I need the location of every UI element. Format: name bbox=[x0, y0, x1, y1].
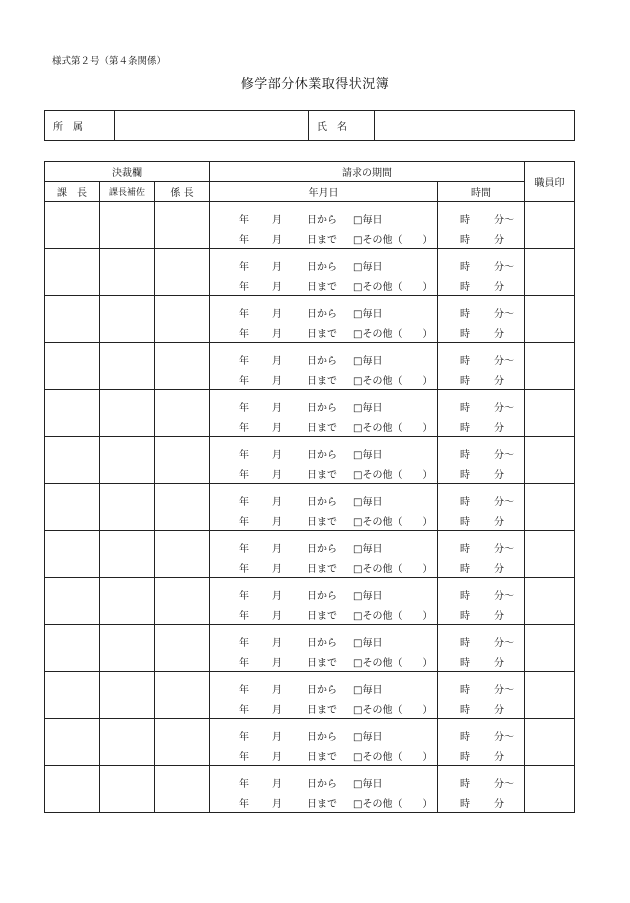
date-cell[interactable] bbox=[210, 672, 438, 719]
table-row bbox=[45, 484, 575, 531]
minute-label: 分 bbox=[494, 282, 505, 293]
day-from-label: 日から bbox=[307, 638, 338, 649]
subsection-chief-seal-cell[interactable] bbox=[155, 672, 210, 719]
year-label: 年 bbox=[239, 356, 250, 367]
table-row bbox=[45, 249, 575, 296]
day-until-label: 日まで bbox=[307, 282, 338, 293]
section-chief-seal-cell[interactable] bbox=[45, 296, 100, 343]
assistant-chief-seal-cell[interactable] bbox=[100, 390, 155, 437]
name-field[interactable] bbox=[375, 111, 575, 141]
other-checkbox[interactable]: □その他（ ） bbox=[353, 235, 433, 246]
section-chief-seal-cell[interactable] bbox=[45, 437, 100, 484]
year-label: 年 bbox=[239, 235, 250, 246]
minute-from-label: 分～ bbox=[494, 403, 515, 414]
assistant-chief-seal-cell[interactable] bbox=[100, 578, 155, 625]
department-label: 所 属 bbox=[45, 111, 115, 141]
subsection-chief-seal-cell[interactable] bbox=[155, 719, 210, 766]
minute-label: 分 bbox=[494, 799, 505, 810]
date-cell[interactable] bbox=[210, 343, 438, 390]
day-from-label: 日から bbox=[307, 450, 338, 461]
year-label: 年 bbox=[239, 309, 250, 320]
month-label: 月 bbox=[272, 329, 283, 340]
employee-seal-cell[interactable] bbox=[525, 719, 575, 766]
every-day-checkbox[interactable]: □毎日 bbox=[353, 732, 383, 743]
day-until-label: 日まで bbox=[307, 376, 338, 387]
every-day-checkbox[interactable]: □毎日 bbox=[353, 356, 383, 367]
hour-label: 時 bbox=[460, 517, 471, 528]
month-label: 月 bbox=[272, 658, 283, 669]
time-cell[interactable] bbox=[438, 484, 525, 531]
employee-seal-cell[interactable] bbox=[525, 672, 575, 719]
hour-label: 時 bbox=[460, 329, 471, 340]
section-chief-seal-cell[interactable] bbox=[45, 202, 100, 249]
subsection-chief-seal-cell[interactable] bbox=[155, 249, 210, 296]
employee-seal-cell[interactable] bbox=[525, 343, 575, 390]
day-from-label: 日から bbox=[307, 732, 338, 743]
department-field[interactable] bbox=[115, 111, 309, 141]
hour-label: 時 bbox=[460, 450, 471, 461]
hour-label: 時 bbox=[460, 215, 471, 226]
year-label: 年 bbox=[239, 611, 250, 622]
seal-header: 職員印 bbox=[525, 162, 575, 202]
other-checkbox[interactable]: □その他（ ） bbox=[353, 376, 433, 387]
assistant-chief-seal-cell[interactable] bbox=[100, 531, 155, 578]
other-checkbox[interactable]: □その他（ ） bbox=[353, 752, 433, 763]
hour-label: 時 bbox=[460, 356, 471, 367]
minute-from-label: 分～ bbox=[494, 262, 515, 273]
hour-label: 時 bbox=[460, 799, 471, 810]
hour-label: 時 bbox=[460, 470, 471, 481]
employee-seal-cell[interactable] bbox=[525, 484, 575, 531]
year-label: 年 bbox=[239, 497, 250, 508]
year-label: 年 bbox=[239, 329, 250, 340]
minute-label: 分 bbox=[494, 470, 505, 481]
minute-from-label: 分～ bbox=[494, 544, 515, 555]
minute-from-label: 分～ bbox=[494, 497, 515, 508]
assistant-chief-header: 課長補佐 bbox=[100, 182, 155, 202]
other-checkbox[interactable]: □その他（ ） bbox=[353, 705, 433, 716]
leave-record-table bbox=[44, 161, 575, 813]
assistant-chief-seal-cell[interactable] bbox=[100, 484, 155, 531]
other-checkbox[interactable]: □その他（ ） bbox=[353, 470, 433, 481]
hour-label: 時 bbox=[460, 658, 471, 669]
every-day-checkbox[interactable]: □毎日 bbox=[353, 262, 383, 273]
employee-seal-cell[interactable] bbox=[525, 390, 575, 437]
every-day-checkbox[interactable]: □毎日 bbox=[353, 309, 383, 320]
other-checkbox[interactable]: □その他（ ） bbox=[353, 423, 433, 434]
month-label: 月 bbox=[272, 309, 283, 320]
hour-label: 時 bbox=[460, 591, 471, 602]
hour-label: 時 bbox=[460, 638, 471, 649]
assistant-chief-seal-cell[interactable] bbox=[100, 296, 155, 343]
time-cell[interactable] bbox=[438, 202, 525, 249]
time-cell[interactable] bbox=[438, 625, 525, 672]
year-label: 年 bbox=[239, 470, 250, 481]
day-from-label: 日から bbox=[307, 215, 338, 226]
month-label: 月 bbox=[272, 779, 283, 790]
subsection-chief-seal-cell[interactable] bbox=[155, 390, 210, 437]
minute-label: 分 bbox=[494, 658, 505, 669]
day-until-label: 日まで bbox=[307, 752, 338, 763]
minute-from-label: 分～ bbox=[494, 779, 515, 790]
year-label: 年 bbox=[239, 705, 250, 716]
every-day-checkbox[interactable]: □毎日 bbox=[353, 638, 383, 649]
table-row bbox=[45, 578, 575, 625]
month-label: 月 bbox=[272, 423, 283, 434]
hour-label: 時 bbox=[460, 685, 471, 696]
approval-header: 決裁欄 bbox=[45, 162, 210, 182]
year-label: 年 bbox=[239, 215, 250, 226]
form-number: 様式第２号（第４条関係） bbox=[52, 56, 167, 67]
day-from-label: 日から bbox=[307, 262, 338, 273]
subsection-chief-header: 係 長 bbox=[155, 182, 210, 202]
table-row bbox=[45, 437, 575, 484]
time-cell[interactable] bbox=[438, 390, 525, 437]
affiliation-table bbox=[44, 110, 575, 141]
minute-from-label: 分～ bbox=[494, 685, 515, 696]
other-checkbox[interactable]: □その他（ ） bbox=[353, 282, 433, 293]
minute-label: 分 bbox=[494, 705, 505, 716]
subsection-chief-seal-cell[interactable] bbox=[155, 531, 210, 578]
date-cell[interactable] bbox=[210, 249, 438, 296]
time-cell[interactable] bbox=[438, 437, 525, 484]
period-header: 請求の期間 bbox=[210, 162, 525, 182]
every-day-checkbox[interactable]: □毎日 bbox=[353, 779, 383, 790]
month-label: 月 bbox=[272, 235, 283, 246]
year-label: 年 bbox=[239, 638, 250, 649]
day-until-label: 日まで bbox=[307, 564, 338, 575]
subsection-chief-seal-cell[interactable] bbox=[155, 202, 210, 249]
month-label: 月 bbox=[272, 685, 283, 696]
subsection-chief-seal-cell[interactable] bbox=[155, 296, 210, 343]
hour-label: 時 bbox=[460, 705, 471, 716]
table-row bbox=[45, 766, 575, 813]
date-cell[interactable] bbox=[210, 766, 438, 813]
every-day-checkbox[interactable]: □毎日 bbox=[353, 497, 383, 508]
date-cell[interactable] bbox=[210, 390, 438, 437]
hour-label: 時 bbox=[460, 403, 471, 414]
time-cell[interactable] bbox=[438, 766, 525, 813]
assistant-chief-seal-cell[interactable] bbox=[100, 719, 155, 766]
year-label: 年 bbox=[239, 591, 250, 602]
employee-seal-cell[interactable] bbox=[525, 296, 575, 343]
section-chief-seal-cell[interactable] bbox=[45, 766, 100, 813]
month-label: 月 bbox=[272, 403, 283, 414]
date-cell[interactable] bbox=[210, 437, 438, 484]
every-day-checkbox[interactable]: □毎日 bbox=[353, 403, 383, 414]
month-label: 月 bbox=[272, 450, 283, 461]
minute-label: 分 bbox=[494, 752, 505, 763]
section-chief-seal-cell[interactable] bbox=[45, 719, 100, 766]
day-until-label: 日まで bbox=[307, 517, 338, 528]
time-cell[interactable] bbox=[438, 343, 525, 390]
minute-from-label: 分～ bbox=[494, 356, 515, 367]
year-label: 年 bbox=[239, 403, 250, 414]
year-label: 年 bbox=[239, 517, 250, 528]
time-cell[interactable] bbox=[438, 672, 525, 719]
section-chief-seal-cell[interactable] bbox=[45, 343, 100, 390]
month-label: 月 bbox=[272, 752, 283, 763]
employee-seal-cell[interactable] bbox=[525, 625, 575, 672]
employee-seal-cell[interactable] bbox=[525, 202, 575, 249]
time-cell[interactable] bbox=[438, 531, 525, 578]
minute-label: 分 bbox=[494, 376, 505, 387]
assistant-chief-seal-cell[interactable] bbox=[100, 249, 155, 296]
month-label: 月 bbox=[272, 215, 283, 226]
every-day-checkbox[interactable]: □毎日 bbox=[353, 215, 383, 226]
hour-label: 時 bbox=[460, 752, 471, 763]
day-from-label: 日から bbox=[307, 309, 338, 320]
date-cell[interactable] bbox=[210, 531, 438, 578]
day-until-label: 日まで bbox=[307, 423, 338, 434]
day-from-label: 日から bbox=[307, 685, 338, 696]
month-label: 月 bbox=[272, 564, 283, 575]
time-cell[interactable] bbox=[438, 249, 525, 296]
date-cell[interactable] bbox=[210, 719, 438, 766]
year-label: 年 bbox=[239, 732, 250, 743]
year-label: 年 bbox=[239, 450, 250, 461]
minute-label: 分 bbox=[494, 329, 505, 340]
form-title: 修学部分休業取得状況簿 bbox=[240, 77, 390, 92]
day-from-label: 日から bbox=[307, 544, 338, 555]
year-label: 年 bbox=[239, 544, 250, 555]
day-from-label: 日から bbox=[307, 591, 338, 602]
month-label: 月 bbox=[272, 799, 283, 810]
day-until-label: 日まで bbox=[307, 611, 338, 622]
minute-from-label: 分～ bbox=[494, 450, 515, 461]
section-chief-seal-cell[interactable] bbox=[45, 578, 100, 625]
month-label: 月 bbox=[272, 497, 283, 508]
year-label: 年 bbox=[239, 658, 250, 669]
assistant-chief-seal-cell[interactable] bbox=[100, 437, 155, 484]
month-label: 月 bbox=[272, 638, 283, 649]
hour-label: 時 bbox=[460, 376, 471, 387]
month-label: 月 bbox=[272, 517, 283, 528]
assistant-chief-seal-cell[interactable] bbox=[100, 202, 155, 249]
day-from-label: 日から bbox=[307, 403, 338, 414]
minute-label: 分 bbox=[494, 611, 505, 622]
hour-label: 時 bbox=[460, 544, 471, 555]
other-checkbox[interactable]: □その他（ ） bbox=[353, 611, 433, 622]
table-row bbox=[45, 202, 575, 249]
day-until-label: 日まで bbox=[307, 658, 338, 669]
minute-label: 分 bbox=[494, 564, 505, 575]
subsection-chief-seal-cell[interactable] bbox=[155, 343, 210, 390]
time-cell[interactable] bbox=[438, 296, 525, 343]
hour-label: 時 bbox=[460, 611, 471, 622]
other-checkbox[interactable]: □その他（ ） bbox=[353, 517, 433, 528]
hour-label: 時 bbox=[460, 309, 471, 320]
every-day-checkbox[interactable]: □毎日 bbox=[353, 591, 383, 602]
minute-label: 分 bbox=[494, 423, 505, 434]
date-cell[interactable] bbox=[210, 202, 438, 249]
year-label: 年 bbox=[239, 564, 250, 575]
section-chief-seal-cell[interactable] bbox=[45, 625, 100, 672]
hour-label: 時 bbox=[460, 779, 471, 790]
hour-label: 時 bbox=[460, 282, 471, 293]
table-row bbox=[45, 719, 575, 766]
minute-from-label: 分～ bbox=[494, 591, 515, 602]
assistant-chief-seal-cell[interactable] bbox=[100, 343, 155, 390]
day-until-label: 日まで bbox=[307, 705, 338, 716]
day-until-label: 日まで bbox=[307, 329, 338, 340]
month-label: 月 bbox=[272, 544, 283, 555]
hour-label: 時 bbox=[460, 497, 471, 508]
minute-from-label: 分～ bbox=[494, 638, 515, 649]
year-label: 年 bbox=[239, 376, 250, 387]
table-row bbox=[45, 296, 575, 343]
hour-label: 時 bbox=[460, 732, 471, 743]
month-label: 月 bbox=[272, 282, 283, 293]
section-chief-seal-cell[interactable] bbox=[45, 390, 100, 437]
other-checkbox[interactable]: □その他（ ） bbox=[353, 564, 433, 575]
table-row bbox=[45, 390, 575, 437]
subsection-chief-seal-cell[interactable] bbox=[155, 578, 210, 625]
year-label: 年 bbox=[239, 262, 250, 273]
assistant-chief-seal-cell[interactable] bbox=[100, 766, 155, 813]
year-label: 年 bbox=[239, 779, 250, 790]
year-label: 年 bbox=[239, 799, 250, 810]
minute-label: 分 bbox=[494, 517, 505, 528]
year-label: 年 bbox=[239, 282, 250, 293]
day-from-label: 日から bbox=[307, 497, 338, 508]
date-cell[interactable] bbox=[210, 296, 438, 343]
assistant-chief-seal-cell[interactable] bbox=[100, 625, 155, 672]
name-label: 氏 名 bbox=[309, 111, 375, 141]
hour-label: 時 bbox=[460, 262, 471, 273]
section-chief-seal-cell[interactable] bbox=[45, 531, 100, 578]
month-label: 月 bbox=[272, 376, 283, 387]
other-checkbox[interactable]: □その他（ ） bbox=[353, 658, 433, 669]
date-cell[interactable] bbox=[210, 625, 438, 672]
assistant-chief-seal-cell[interactable] bbox=[100, 672, 155, 719]
other-checkbox[interactable]: □その他（ ） bbox=[353, 329, 433, 340]
minute-from-label: 分～ bbox=[494, 215, 515, 226]
every-day-checkbox[interactable]: □毎日 bbox=[353, 685, 383, 696]
subsection-chief-seal-cell[interactable] bbox=[155, 625, 210, 672]
minute-from-label: 分～ bbox=[494, 732, 515, 743]
time-header: 時間 bbox=[438, 182, 525, 202]
month-label: 月 bbox=[272, 356, 283, 367]
day-until-label: 日まで bbox=[307, 799, 338, 810]
day-from-label: 日から bbox=[307, 356, 338, 367]
month-label: 月 bbox=[272, 732, 283, 743]
section-chief-seal-cell[interactable] bbox=[45, 249, 100, 296]
table-row bbox=[45, 531, 575, 578]
hour-label: 時 bbox=[460, 423, 471, 434]
employee-seal-cell[interactable] bbox=[525, 531, 575, 578]
hour-label: 時 bbox=[460, 564, 471, 575]
minute-from-label: 分～ bbox=[494, 309, 515, 320]
employee-seal-cell[interactable] bbox=[525, 249, 575, 296]
section-chief-seal-cell[interactable] bbox=[45, 672, 100, 719]
section-chief-seal-cell[interactable] bbox=[45, 484, 100, 531]
every-day-checkbox[interactable]: □毎日 bbox=[353, 544, 383, 555]
month-label: 月 bbox=[272, 705, 283, 716]
time-cell[interactable] bbox=[438, 719, 525, 766]
section-chief-header: 課 長 bbox=[45, 182, 100, 202]
day-until-label: 日まで bbox=[307, 470, 338, 481]
date-cell[interactable] bbox=[210, 484, 438, 531]
employee-seal-cell[interactable] bbox=[525, 437, 575, 484]
month-label: 月 bbox=[272, 470, 283, 481]
date-header: 年月日 bbox=[210, 182, 438, 202]
table-row bbox=[45, 343, 575, 390]
every-day-checkbox[interactable]: □毎日 bbox=[353, 450, 383, 461]
subsection-chief-seal-cell[interactable] bbox=[155, 484, 210, 531]
other-checkbox[interactable]: □その他（ ） bbox=[353, 799, 433, 810]
day-until-label: 日まで bbox=[307, 235, 338, 246]
year-label: 年 bbox=[239, 752, 250, 763]
year-label: 年 bbox=[239, 423, 250, 434]
month-label: 月 bbox=[272, 262, 283, 273]
employee-seal-cell[interactable] bbox=[525, 578, 575, 625]
subsection-chief-seal-cell[interactable] bbox=[155, 437, 210, 484]
date-cell[interactable] bbox=[210, 578, 438, 625]
hour-label: 時 bbox=[460, 235, 471, 246]
subsection-chief-seal-cell[interactable] bbox=[155, 766, 210, 813]
month-label: 月 bbox=[272, 591, 283, 602]
table-row bbox=[45, 625, 575, 672]
table-row bbox=[45, 672, 575, 719]
time-cell[interactable] bbox=[438, 578, 525, 625]
year-label: 年 bbox=[239, 685, 250, 696]
minute-label: 分 bbox=[494, 235, 505, 246]
day-from-label: 日から bbox=[307, 779, 338, 790]
employee-seal-cell[interactable] bbox=[525, 766, 575, 813]
month-label: 月 bbox=[272, 611, 283, 622]
